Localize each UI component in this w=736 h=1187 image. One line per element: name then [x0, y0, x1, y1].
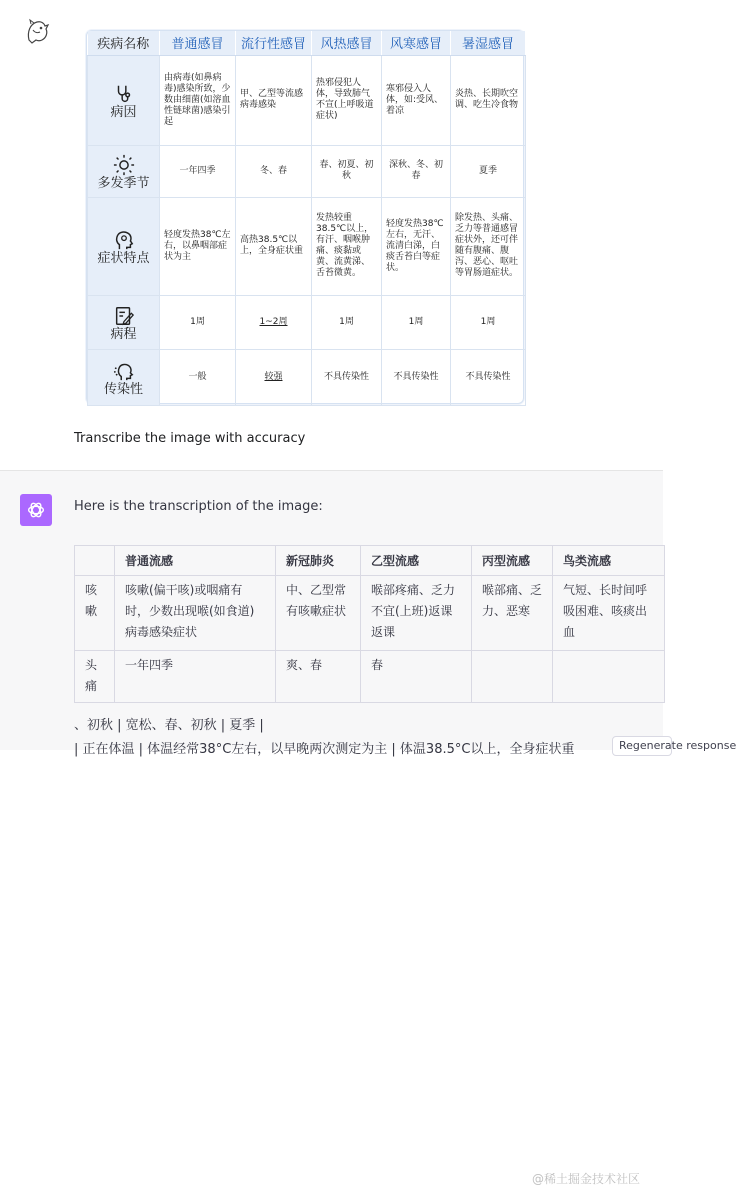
image-cell: 1~2周: [236, 295, 312, 349]
image-cell: 除发热、头痛、乏力等普通感冒症状外，还可伴随有腹痛、腹泻、恶心、呕吐等胃肠道症状。: [451, 197, 526, 295]
table-cell: 一年四季: [115, 651, 276, 703]
table-header-cell: 鸟类流感: [553, 546, 665, 576]
image-row-header: [88, 145, 160, 197]
table-header-cell: 普通流感: [115, 546, 276, 576]
image-cell: 1周: [451, 295, 526, 349]
table-cell: [472, 651, 553, 703]
image-row-header: [88, 349, 160, 405]
image-cell: 炎热、长期吹空调、吃生冷食物: [451, 55, 526, 145]
image-row-header: [88, 295, 160, 349]
head-icon: [113, 229, 135, 251]
table-cell: 咳嗽(偏干咳)或咽痛有时，少数出现喉(如食道)病毒感染症状: [115, 576, 276, 651]
image-cell: 由病毒(如鼻病毒)感染所致，少数由细菌(如溶血性链球菌)感染引起: [160, 55, 236, 145]
user-message-text: Transcribe the image with accuracy: [74, 431, 306, 446]
watermark: @稀土掘金技术社区: [532, 1172, 641, 1186]
table-cell: 气短、长时间呼吸困难、咳痰出血: [553, 576, 665, 651]
image-row-label: 症状特点: [97, 250, 150, 266]
image-disease-table: [87, 31, 526, 406]
stethoscope-icon: [113, 83, 135, 105]
assistant-message: [0, 470, 663, 1186]
image-cell: 热邪侵犯人体，导致肺气不宣(上呼吸道症状): [312, 55, 382, 145]
attached-image[interactable]: [86, 30, 524, 404]
trailing-text-line: | 正在体温 | 体温经常38°C左右，以早晚两次测定为主 | 体温38.5°C以上，全身症状重: [74, 742, 575, 757]
image-cell: 较强: [236, 349, 312, 405]
image-col-header: 普通感冒: [160, 31, 236, 55]
clipboard-icon: [113, 305, 135, 327]
trailing-text-line: 、初秋 | 宽松、春、初秋 | 夏季 |: [74, 718, 264, 733]
table-header-cell: 新冠肺炎: [276, 546, 361, 576]
image-table-corner: 疾病名称: [88, 31, 160, 55]
assistant-avatar: [20, 494, 52, 526]
image-cell: 不具传染性: [451, 349, 526, 405]
table-cell: [553, 651, 665, 703]
image-col-header: 风寒感冒: [382, 31, 451, 55]
image-row-label: 多发季节: [97, 175, 150, 191]
image-cell: 甲、乙型等流感病毒感染: [236, 55, 312, 145]
sun-icon: [113, 154, 135, 176]
table-header-cell: [75, 546, 115, 576]
user-message: [0, 0, 663, 470]
image-row-label: 病程: [110, 326, 137, 342]
image-cell: 1周: [160, 295, 236, 349]
image-cell: 深秋、冬、初春: [382, 145, 451, 197]
image-cell: 一年四季: [160, 145, 236, 197]
image-cell: 高热38.5℃以上，全身症状重: [236, 197, 312, 295]
table-row: [75, 576, 665, 651]
image-cell: 1周: [382, 295, 451, 349]
table-cell: 春: [361, 651, 472, 703]
image-cell: 轻度发热38℃左右，以鼻咽部症状为主: [160, 197, 236, 295]
image-cell: 夏季: [451, 145, 526, 197]
table-cell: 喉部痛、乏力、恶寒: [472, 576, 553, 651]
image-row-header: [88, 197, 160, 295]
table-cell: 喉部疼痛、乏力不宜(上班)返课返课: [361, 576, 472, 651]
table-row: [75, 651, 665, 703]
image-col-header: 风热感冒: [312, 31, 382, 55]
image-cell: 寒邪侵入人体，如:受风、着凉: [382, 55, 451, 145]
image-col-header: 流行性感冒: [236, 31, 312, 55]
table-cell: 爽、春: [276, 651, 361, 703]
image-cell: 不具传染性: [312, 349, 382, 405]
image-cell: 冬、春: [236, 145, 312, 197]
image-cell: 发热较重38.5℃以上，有汗、咽喉肿痛、痰黏或黄、流黄涕、舌苔微黄。: [312, 197, 382, 295]
table-header-cell: 丙型流感: [472, 546, 553, 576]
image-row-label: 病因: [110, 104, 137, 120]
image-row-label: 传染性: [103, 381, 143, 397]
image-row-header: [88, 55, 160, 145]
regenerate-response-button[interactable]: Regenerate response: [612, 736, 672, 756]
openai-logo-icon: [25, 499, 47, 521]
assistant-intro-text: Here is the transcription of the image:: [74, 499, 323, 514]
image-cell: 不具传染性: [382, 349, 451, 405]
image-cell: 一般: [160, 349, 236, 405]
image-cell: 轻度发热38℃左右，无汗、流清白涕，白痰舌苔白等症状。: [382, 197, 451, 295]
image-col-header: 暑湿感冒: [451, 31, 526, 55]
table-header-cell: 乙型流感: [361, 546, 472, 576]
user-avatar-icon: [22, 16, 52, 46]
spread-icon: [113, 360, 135, 382]
transcription-table: [74, 545, 665, 703]
table-cell: 中、乙型常有咳嗽症状: [276, 576, 361, 651]
image-cell: 1周: [312, 295, 382, 349]
table-cell: 头痛: [75, 651, 115, 703]
table-cell: 咳嗽: [75, 576, 115, 651]
image-cell: 春、初夏、初秋: [312, 145, 382, 197]
